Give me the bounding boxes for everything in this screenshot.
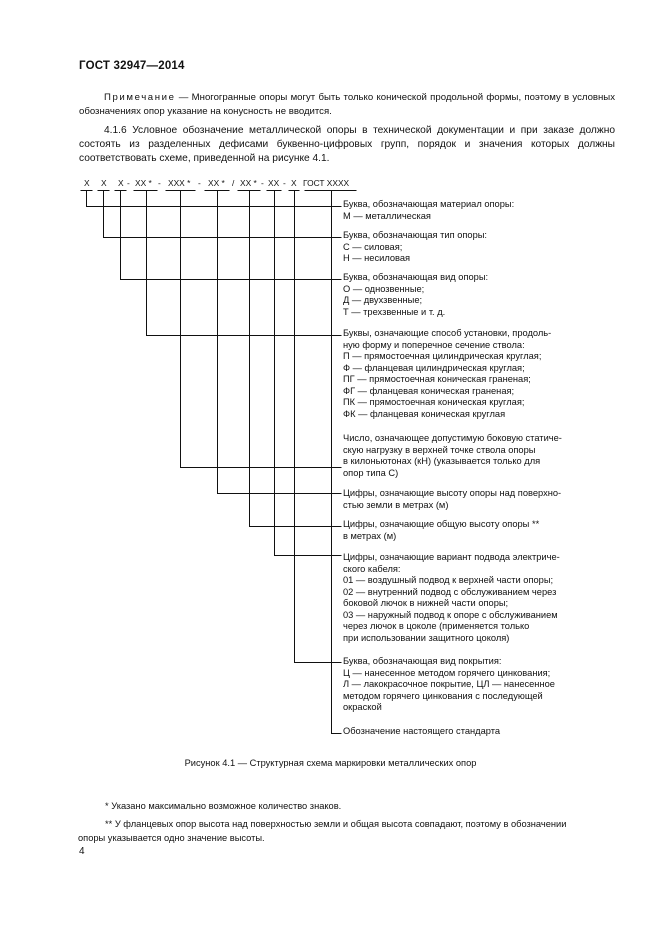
page-number: 4 — [79, 846, 85, 857]
code-group-installation: ХХ * — [135, 178, 152, 188]
desc-kind: Буква, обозначающая вид опоры: О — однозвенные; Д — двухзвенные; Т — трехзвенные и т. д. — [343, 272, 489, 317]
desc-height: Цифры, означающие высоту опоры над поверхно- стью земли в метрах (м) — [343, 488, 562, 510]
code-standard: ГОСТ ХХХХ — [303, 178, 350, 188]
code-char-coating: Х — [291, 178, 297, 188]
code-group-cable: ХХ — [268, 178, 280, 188]
desc-load: Число, означающее допустимую боковую статиче- скую нагрузку в верхней точке ствола опоры в килоньютонах (кН) (указывается только для опор типа С) — [343, 433, 562, 478]
code-char-type: Х — [101, 178, 107, 188]
document-header: ГОСТ 32947—2014 — [79, 60, 185, 72]
code-dash: - — [198, 178, 201, 188]
code-dash: - — [261, 178, 264, 188]
code-char-material: Х — [84, 178, 90, 188]
note-text: — Многогранные опоры могут быть только конической продольной формы, поэтому в условных обозначениях опор указание на конусность не вводится. — [79, 92, 615, 117]
code-dash: - — [127, 178, 130, 188]
code-group-load: ХХХ * — [168, 178, 191, 188]
desc-cable: Цифры, означающие вариант подвода электриче- ского кабеля: 01 — воздушный подвод к верхней части опоры; 02 — внутренний подвод с обслуживанием через боковой лючок в нижней части опоры; 03 — наружный подвод к опоре с обслуживанием через лючок в цоколе (применяется только при использовании защитного цоколя) — [343, 552, 560, 643]
code-char-kind: Х — [118, 178, 124, 188]
desc-coating: Буква, обозначающая вид покрытия: Ц — нанесенное методом горячего цинкования; Л — лакокрасочное покрытие, ЦЛ — нанесенное методом горячего цинкования с последующей окраской — [343, 656, 555, 712]
desc-type: Буква, обозначающая тип опоры: С — силовая; Н — несиловая — [343, 230, 488, 263]
code-slash: / — [232, 178, 235, 188]
code-dash: - — [158, 178, 161, 188]
desc-material: Буква, обозначающая материал опоры: М — металлическая — [343, 199, 515, 221]
desc-standard: Обозначение настоящего стандарта — [343, 726, 501, 736]
note-label: Примечание — [104, 92, 176, 103]
figure-caption: Рисунок 4.1 — Структурная схема маркировки металлических опор — [184, 758, 477, 768]
footnote-2-line-2: опоры указывается одно значение высоты. — [78, 833, 265, 843]
footnote-2 — [78, 817, 617, 845]
code-dash: - — [283, 178, 286, 188]
footnote-2-line-1: ** У фланцевых опор высота над поверхностью земли и общая высота совпадают, поэтому в обозначении — [105, 819, 567, 829]
footnote-1: * Указано максимально возможное количество знаков. — [105, 801, 342, 811]
desc-installation: Буквы, означающие способ установки, продоль- ную форму и поперечное сечение ствола: П — прямостоечная цилиндрическая круглая; Ф — фланцевая цилиндрическая круглая; ПГ — прямостоечная коническая граненая; ФГ — фланцевая коническая граненая; ПК — прямостоечная коническая круглая; ФК — фланцевая коническая круглая — [343, 328, 552, 419]
code-group-height: ХХ * — [208, 178, 225, 188]
code-group-total-height: ХХ * — [240, 178, 257, 188]
paragraph-text: 4.1.6 Условное обозначение металлической опоры в технической документации и при заказе должно состоять из разделенных дефисами буквенно-цифровых групп, порядок и значения которых должны соответствовать схеме, приведенной на рисунке 4.1. — [79, 125, 615, 164]
desc-total-height: Цифры, означающие общую высоту опоры ** в метрах (м) — [343, 519, 540, 541]
